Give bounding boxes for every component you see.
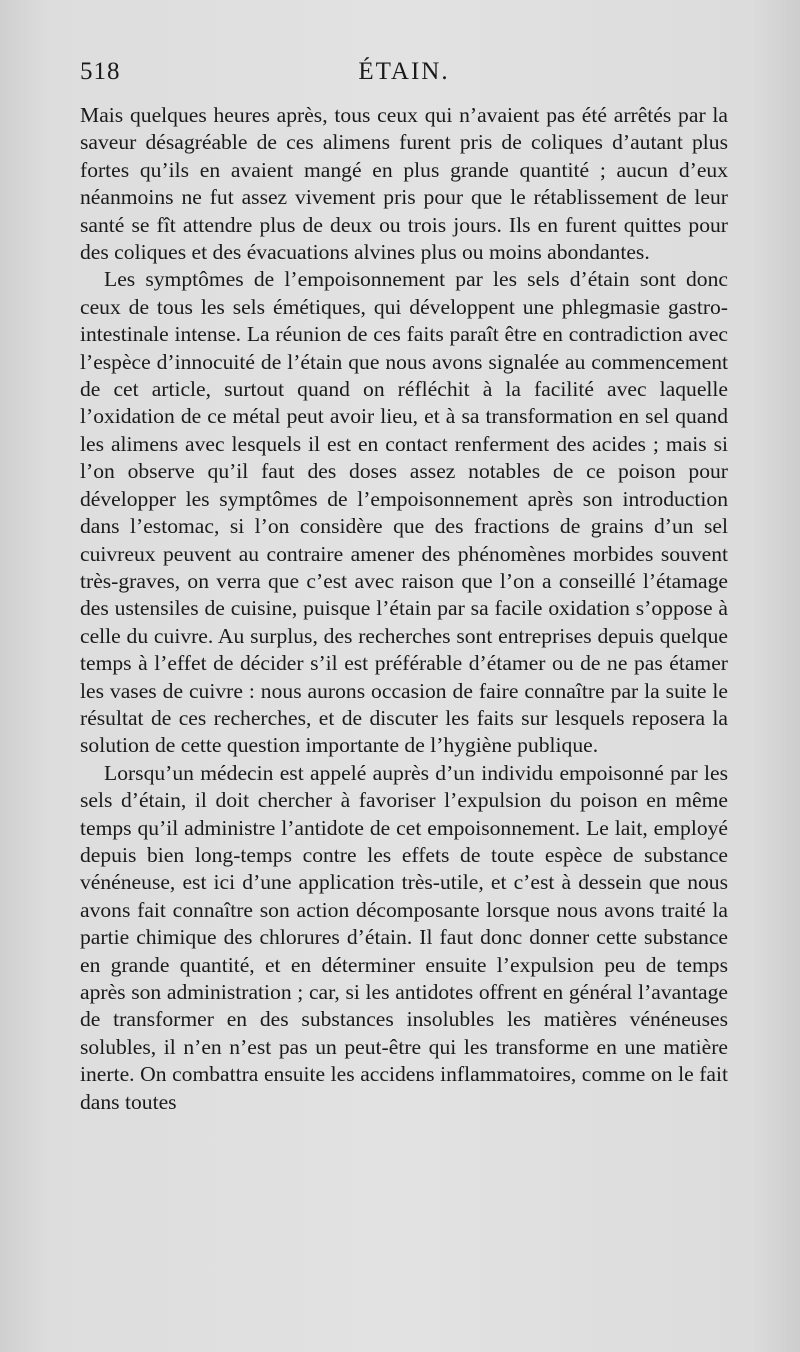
running-head: [80, 58, 728, 94]
running-title: ÉTAIN.: [358, 58, 450, 85]
paragraph-continuation: Mais quelques heures après, tous ceux qui n’avaient pas été arrêtés par la saveur désagréable de ces alimens furent pris de coliques d’autant plus fortes qu’ils en avaient mangé en plus grande quantité ; aucun d’eux néanmoins ne fut assez vivement pris pour que le rétablissement de leur santé se fît attendre plus de deux ou trois jours. Ils en furent quittes pour des coliques et des évacuations alvines plus ou moins abondantes.: [80, 103, 728, 265]
body-text: [80, 102, 728, 1116]
paragraph-treatment: Lorsqu’un médecin est appelé auprès d’un individu empoisonné par les sels d’étain, il doit chercher à favoriser l’expulsion du poison en même temps qu’il administre l’antidote de cet empoisonnement. Le lait, employé depuis bien long-temps contre les effets de toute espèce de substance vénéneuse, est ici d’une application très-utile, et c’est à dessein que nous avons fait connaître son action décomposante lorsque nous avons traité la partie chimique des chlorures d’étain. Il faut donc donner cette substance en grande quantité, et en déterminer ensuite l’expulsion peu de temps après son administration ; car, si les antidotes offrent en général l’avantage de transformer en des substances insolubles les matières vénéneuses solubles, il n’en n’est pas un peut-être qui les transforme en une matière inerte. On combattra ensuite les accidens inflammatoires, comme on le fait dans toutes: [80, 760, 728, 1114]
paragraph-symptoms: Les symptômes de l’empoisonnement par les sels d’étain sont donc ceux de tous les sels émétiques, qui développent une phlegmasie gastro-intestinale intense. La réunion de ces faits paraît être en contradiction avec l’espèce d’innocuité de l’étain que nous avons signalée au commencement de cet article, surtout quand on réfléchit à la facilité avec laquelle l’oxidation de ce métal peut avoir lieu, et à sa transformation en sel quand les alimens avec lesquels il est en contact renferment des acides ; mais si l’on observe qu’il faut des doses assez notables de ce poison pour développer les symptômes de l’empoisonnement après son introduction dans l’estomac, si l’on considère que des fractions de grains d’un sel cuivreux peuvent au contraire amener des phénomènes morbides souvent très-graves, on verra que c’est avec raison que l’on a conseillé l’étamage des ustensiles de cuisine, puisque l’étain par sa facile oxidation s’oppose à celle du cuivre. Au surplus, des recherches sont entreprises depuis quelque temps à l’effet de décider s’il est préférable d’étamer ou de ne pas étamer les vases de cuivre : nous aurons occasion de faire connaître par la suite le résultat de ces recherches, et de discuter les faits sur lesquels reposera la solution de cette question importante de l’hygiène publique.: [80, 267, 728, 758]
page-number: 518: [80, 58, 121, 85]
